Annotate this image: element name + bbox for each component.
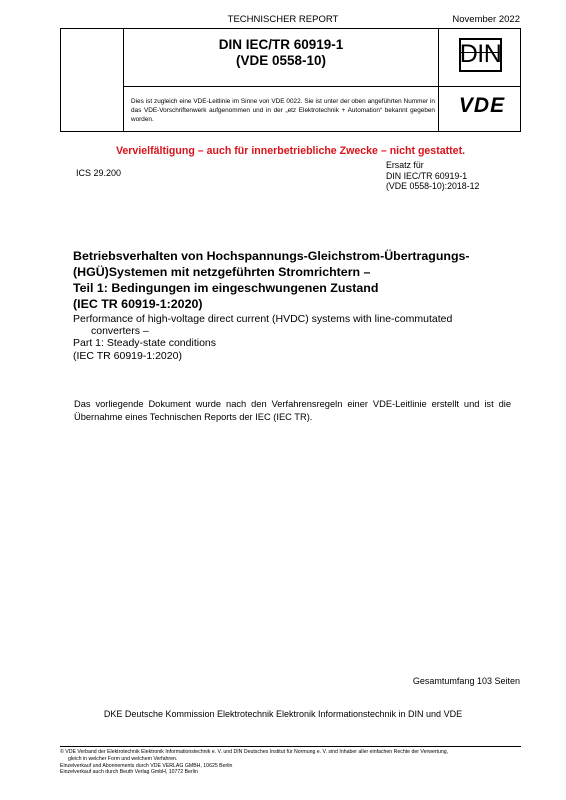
vde-logo: VDE	[458, 94, 506, 117]
footer-line-3: Einzelverkauf und Abonnements durch VDE VERLAG GMBH, 10625 Berlin	[60, 762, 233, 769]
footer-line-4: Einzelverkauf auch durch Beuth Verlag GmbH, 10772 Berlin	[60, 769, 198, 776]
vde-number: (VDE 0558-10)	[235, 53, 327, 68]
footer-line-2: gleich in welcher Form und welchem Verfahren.	[68, 755, 178, 762]
german-title-line-2: (HGÜ)Systemen mit netzgeführten Stromrichtern –	[73, 265, 371, 279]
report-type-label: TECHNISCHER REPORT	[227, 14, 339, 25]
standard-number: DIN IEC/TR 60919-1	[218, 37, 344, 52]
replacement-line-2: DIN IEC/TR 60919-1	[386, 170, 468, 181]
german-title	[73, 248, 513, 312]
header-divider-horizontal	[123, 86, 521, 87]
english-title-line-1: Performance of high-voltage direct current (HVDC) systems with line-commutated	[73, 313, 453, 325]
publication-date: November 2022	[452, 14, 520, 25]
footer-divider	[60, 746, 521, 747]
document-description: Das vorliegende Dokument wurde nach den Verfahrensregeln einer VDE-Leitlinie erstellt und ist die Übernahme eines Technischen Reports der IEC (IEC TR).	[74, 399, 511, 422]
english-title-line-3: Part 1: Steady-state conditions	[73, 337, 216, 350]
german-title-line-3: Teil 1: Bedingungen im eingeschwungenen Zustand	[73, 281, 379, 295]
copyright-footer	[60, 749, 530, 776]
replacement-note	[386, 160, 479, 192]
english-title-line-2: converters –	[91, 325, 149, 338]
replacement-line-1: Ersatz für	[386, 160, 424, 170]
english-title-line-4: (IEC TR 60919-1:2020)	[73, 349, 182, 362]
din-logo-text: DIN	[459, 40, 502, 68]
vde-guideline-notice: Dies ist zugleich eine VDE-Leitlinie im Sinne von VDE 0022. Sie ist unter der oben angeführten Nummer in das VDE-Vorschriftenwerk aufgenommen und in der „etz Elektrotechnik + Automation“ bekannt gegeben worden.	[131, 98, 435, 123]
german-title-line-4: (IEC TR 60919-1:2020)	[73, 297, 203, 311]
english-title	[73, 313, 503, 362]
total-pages: Gesamtumfang 103 Seiten	[412, 676, 520, 686]
german-title-line-1: Betriebsverhalten von Hochspannungs-Gleichstrom-Übertragungs-	[73, 249, 470, 263]
ics-code: ICS 29.200	[76, 168, 122, 178]
header-divider-right	[438, 28, 439, 132]
replacement-line-3: (VDE 0558-10):2018-12	[386, 181, 480, 191]
footer-line-1: © VDE Verband der Elektrotechnik Elektronik Informationstechnik e. V. und DIN Deutsches Institut für Normung e. V. sind Inhaber aller einfachen Rechte der Verwertung,	[60, 749, 449, 755]
standard-number-block	[124, 37, 438, 69]
committee-name: DKE Deutsche Kommission Elektrotechnik Elektronik Informationstechnik in DIN und VDE	[103, 709, 463, 719]
reproduction-warning: Vervielfältigung – auch für innerbetriebliche Zwecke – nicht gestattet.	[115, 145, 466, 157]
